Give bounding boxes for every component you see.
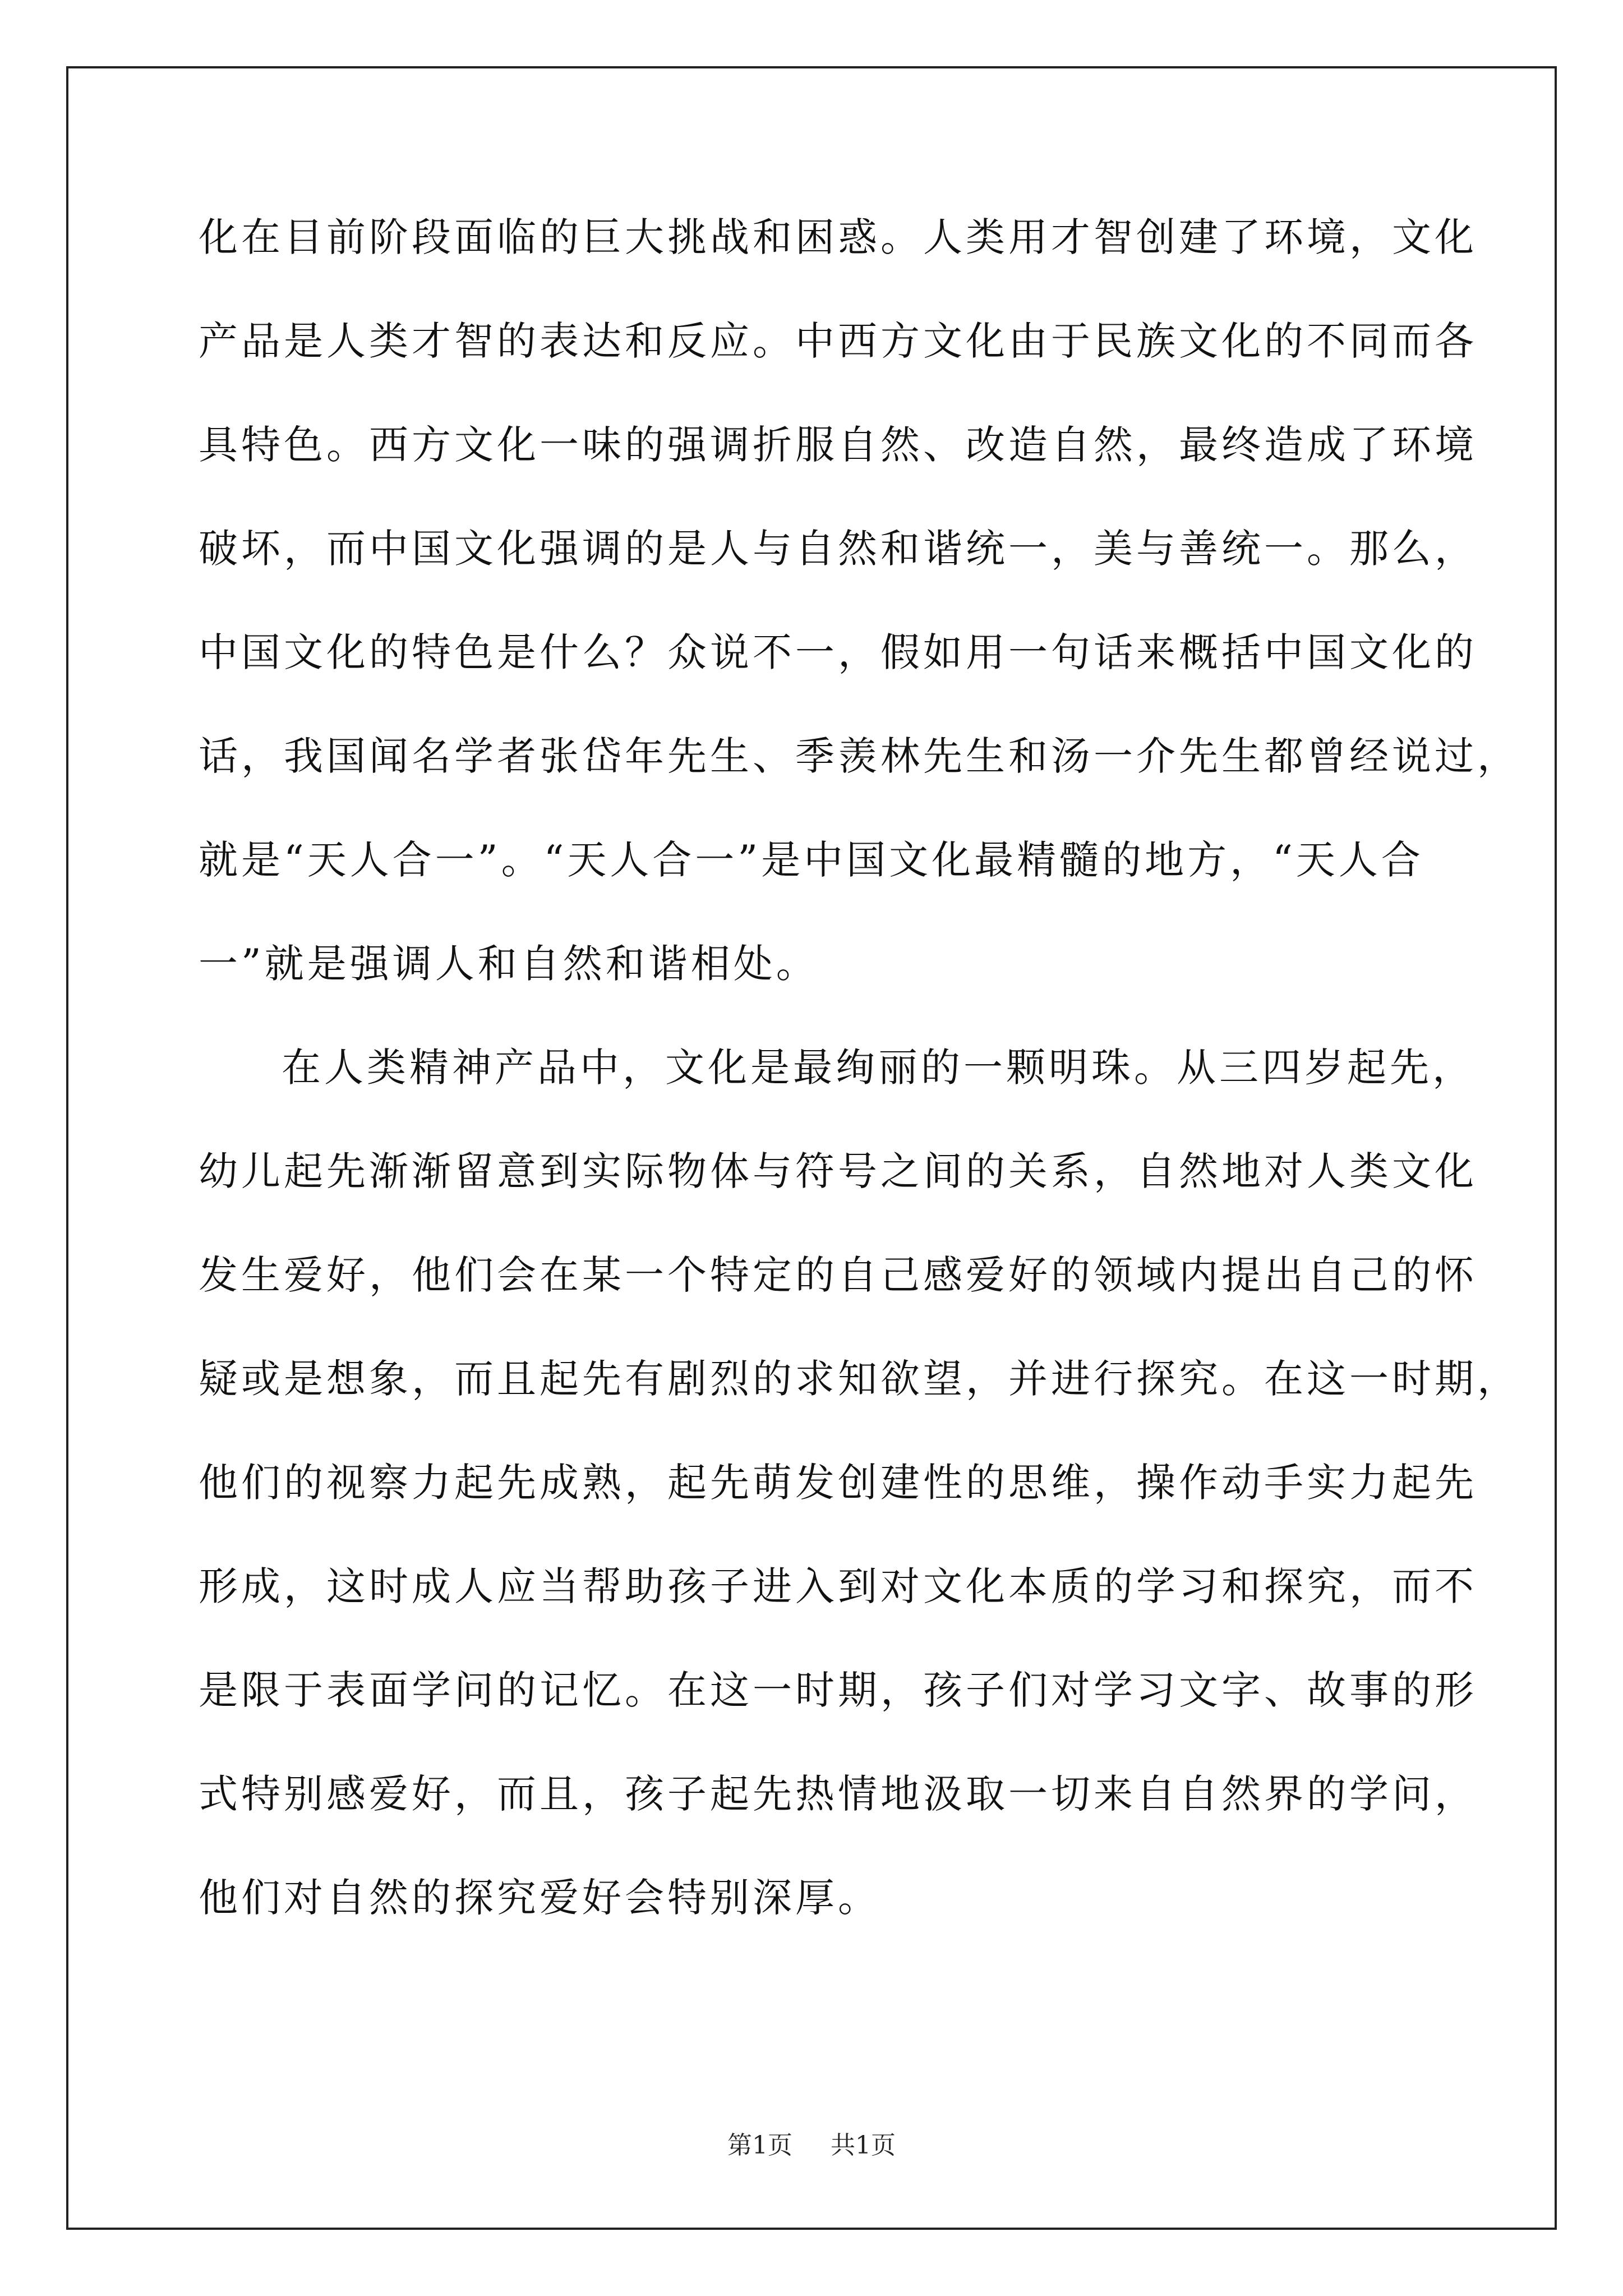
text-line: 发生爱好，他们会在某一个特定的自己感爱好的领域内提出自己的怀 <box>199 1252 1477 1298</box>
text-line: 幼儿起先渐渐留意到实际物体与符号之间的关系，自然地对人类文化 <box>199 1148 1477 1194</box>
text-line: 就是“天人合一”。“天人合一”是中国文化最精髓的地方，“天人合 <box>199 837 1424 883</box>
text-line: 产品是人类才智的表达和反应。中西方文化由于民族文化的不同而各 <box>199 318 1477 364</box>
text-line: 具特色。西方文化一味的强调折服自然、改造自然，最终造成了环境 <box>199 422 1477 468</box>
text-line: 一”就是强调人和自然和谐相处。 <box>199 941 819 987</box>
text-line: 话，我国闻名学者张岱年先生、季羡林先生和汤一介先生都曾经说过， <box>199 733 1520 779</box>
text-line: 是限于表面学问的记忆。在这一时期，孩子们对学习文字、故事的形 <box>199 1667 1477 1713</box>
text-line: 他们的视察力起先成熟，起先萌发创建性的思维，操作动手实力起先 <box>199 1460 1477 1506</box>
page-footer <box>0 2133 1623 2158</box>
text-line: 形成，这时成人应当帮助孩子进入到对文化本质的学习和探究，而不 <box>199 1563 1477 1609</box>
text-line: 疑或是想象，而且起先有剧烈的求知欲望，并进行探究。在这一时期， <box>199 1356 1520 1402</box>
text-line: 化在目前阶段面临的巨大挑战和困惑。人类用才智创建了环境，文化 <box>199 214 1477 260</box>
text-line: 中国文化的特色是什么？众说不一，假如用一句话来概括中国文化的 <box>199 629 1477 675</box>
text-line: 破坏，而中国文化强调的是人与自然和谐统一，美与善统一。那么， <box>199 526 1477 572</box>
page-total: 共1页 <box>831 2131 896 2160</box>
text-line: 式特别感爱好，而且，孩子起先热情地汲取一切来自自然界的学问， <box>199 1771 1477 1817</box>
text-line: 他们对自然的探究爱好会特别深厚。 <box>199 1875 880 1921</box>
paragraph-first-line: 在人类精神产品中，文化是最绚丽的一颗明珠。从三四岁起先， <box>282 1045 1475 1091</box>
page-number: 第1页 <box>727 2131 792 2160</box>
